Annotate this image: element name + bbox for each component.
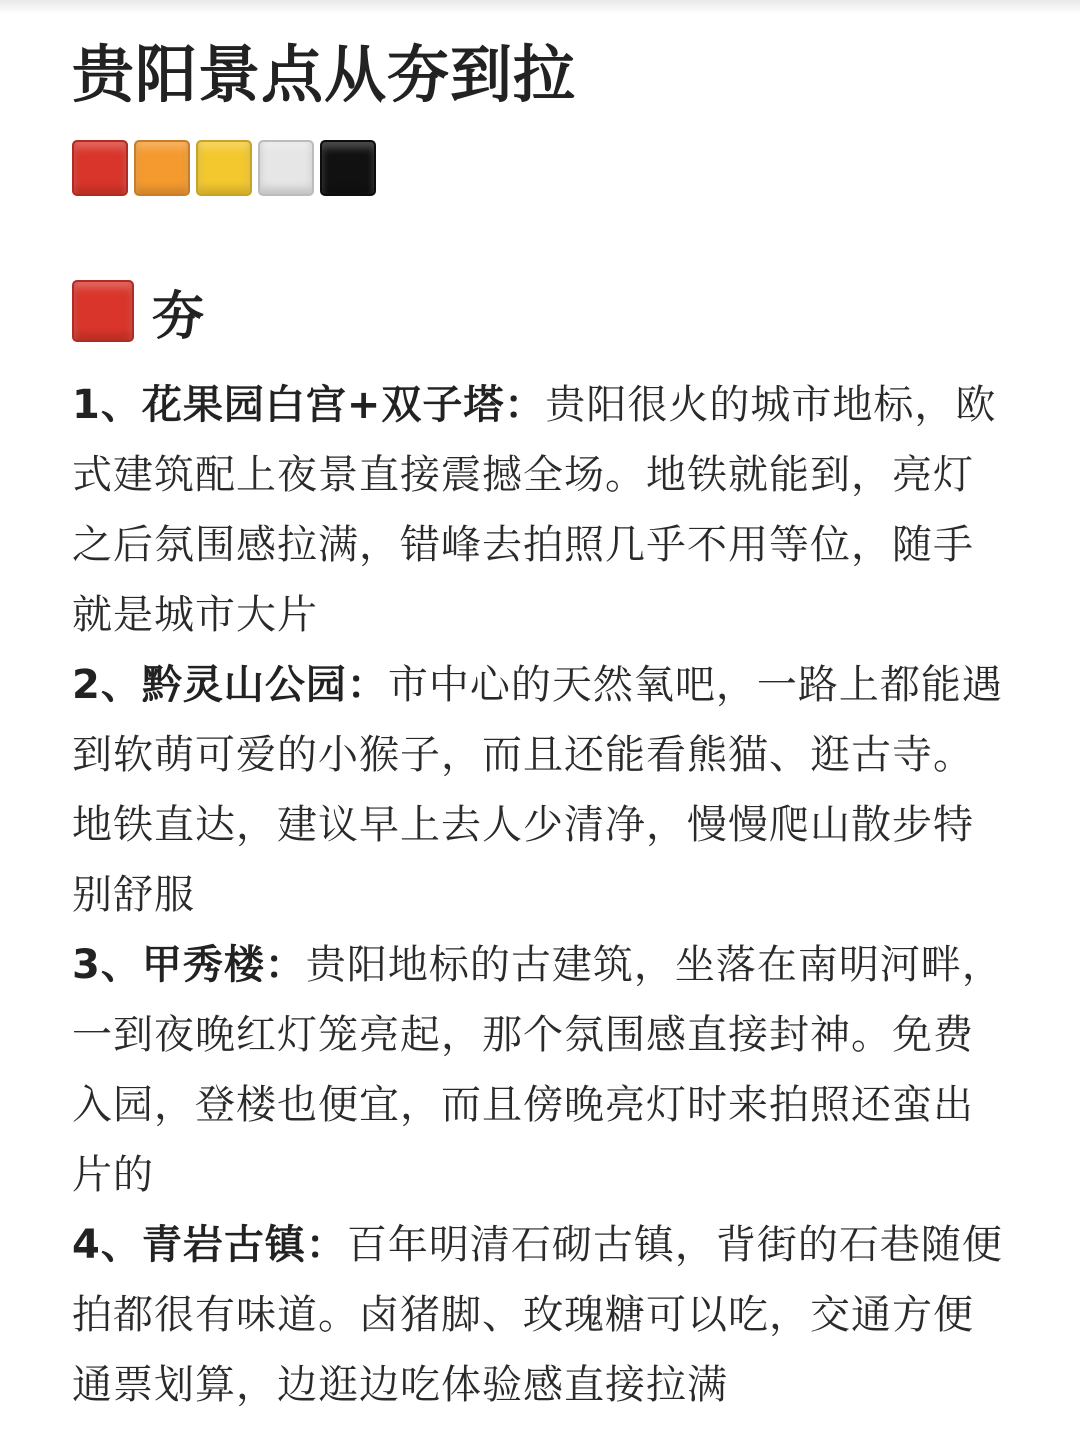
- item-label: 4、青岩古镇：: [72, 1222, 347, 1268]
- item-text: 贵阳地标的古建筑，坐落在南明河畔，一到夜晚红灯笼亮起，那个氛围感直接封神。免费入园，登楼也便宜，而且傍晚亮灯时来拍照还蛮出片的: [72, 942, 1003, 1198]
- list-item: [72, 370, 1008, 650]
- item-label: 2、黔灵山公园：: [72, 662, 388, 708]
- section-heading: [72, 278, 1008, 347]
- attraction-list: [72, 370, 1008, 1420]
- list-item: [72, 650, 1008, 930]
- item-text: 市中心的天然氧吧，一路上都能遇到软萌可爱的小猴子，而且还能看熊猫、逛古寺。地铁直达，建议早上去人少清净，慢慢爬山散步特别舒服: [72, 662, 1003, 918]
- section-title: 夯: [152, 286, 205, 347]
- white-square-icon: [258, 140, 314, 196]
- list-item: [72, 930, 1008, 1210]
- item-text: 贵阳很火的城市地标，欧式建筑配上夜景直接震撼全场。地铁就能到，亮灯之后氛围感拉满，错峰去拍照几乎不用等位，随手就是城市大片: [72, 382, 997, 638]
- tier-color-row: [72, 140, 1008, 196]
- red-square-icon: [72, 280, 134, 342]
- item-label: 1、花果园白宫+双子塔：: [72, 382, 546, 428]
- item-label: 3、甲秀楼：: [72, 942, 306, 988]
- item-text: 百年明清石砌古镇，背街的石巷随便拍都很有味道。卤猪脚、玫瑰糖可以吃，交通方便通票划算，边逛边吃体验感直接拉满: [72, 1222, 1003, 1408]
- red-square-icon: [72, 140, 128, 196]
- black-square-icon: [320, 140, 376, 196]
- orange-square-icon: [134, 140, 190, 196]
- yellow-square-icon: [196, 140, 252, 196]
- list-item: [72, 1210, 1008, 1420]
- page-title: 贵阳景点从夯到拉: [72, 38, 577, 111]
- top-shadow: [0, 0, 1080, 14]
